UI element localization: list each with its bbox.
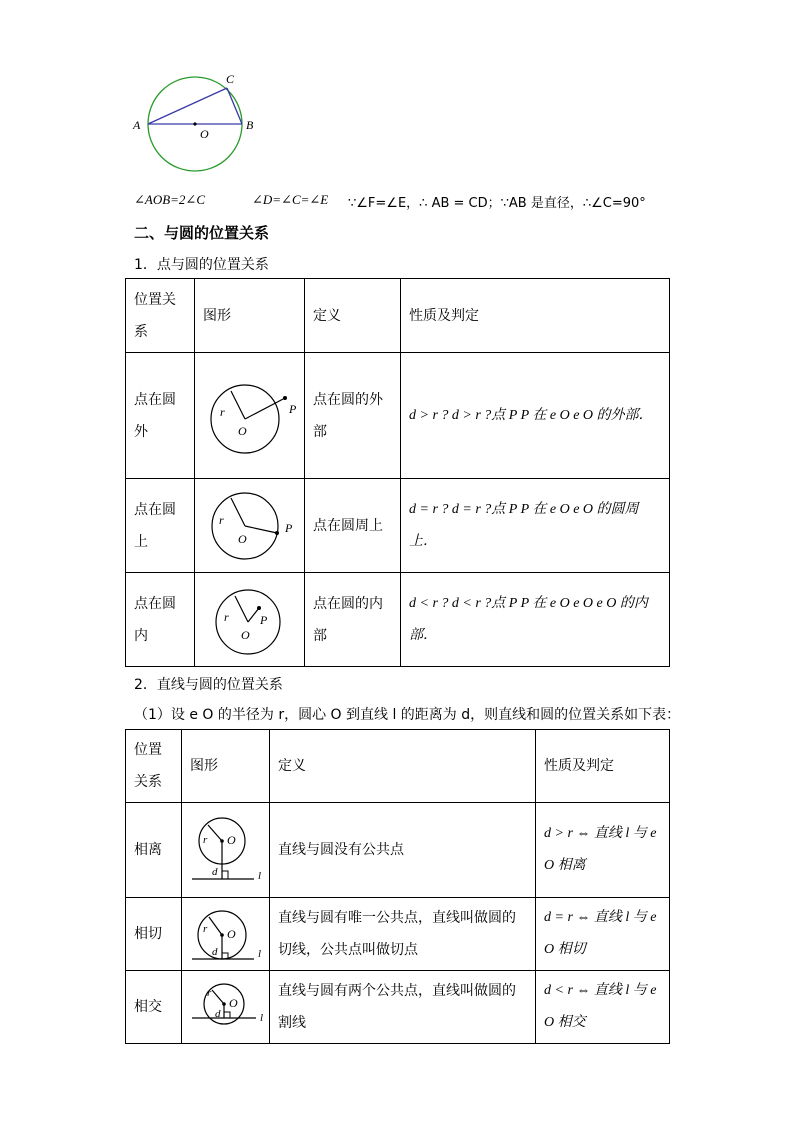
relation-cell: 点在圆内 <box>126 573 195 667</box>
property-cell: d = r ⇔ 直线 l 与 e O 相切 <box>536 898 670 971</box>
relation-cell: 点在圆上 <box>126 479 195 573</box>
property-cell: d > r ? d > r ?点 P P 在 e O e O 的外部． <box>401 353 670 479</box>
figure-cell <box>182 971 270 1044</box>
definition-cell: 点在圆的内部 <box>305 573 401 667</box>
svg-text:r: r <box>224 609 229 624</box>
table-row <box>126 803 670 898</box>
section-title: 二、与圆的位置关系 <box>134 224 270 242</box>
figure-cell <box>195 573 305 667</box>
point-inside-figure <box>203 578 303 662</box>
table-row <box>126 971 670 1044</box>
definition-cell: 点在圆的外部 <box>305 353 401 479</box>
table-row <box>126 479 670 573</box>
definition-cell: 点在圆周上 <box>305 479 401 573</box>
svg-text:d: d <box>212 866 218 878</box>
svg-text:O: O <box>238 423 247 438</box>
svg-text:r: r <box>219 512 224 527</box>
svg-text:l: l <box>258 948 262 960</box>
table-row <box>126 898 670 971</box>
label-a: A <box>133 118 141 132</box>
formula-3: ∵∠F=∠E，∴ AB = CD；∵AB 是直径，∴∠C=90° <box>348 196 646 211</box>
svg-text:d: d <box>215 1008 221 1020</box>
formula-2: ∠D=∠C=∠E <box>252 192 329 207</box>
line-circle-table <box>125 729 670 1044</box>
relation-cell: 相切 <box>126 898 182 971</box>
point-circle-table <box>125 278 670 667</box>
subsection-title-2: 2．直线与圆的位置关系 <box>134 677 283 693</box>
line-intersect-figure <box>190 976 268 1038</box>
svg-text:P: P <box>285 520 293 535</box>
svg-text:O: O <box>229 996 238 1010</box>
svg-text:l: l <box>258 870 262 882</box>
property-cell: d = r ? d = r ?点 P P 在 e O e O 的圆周上． <box>401 479 670 573</box>
svg-text:O: O <box>227 833 236 847</box>
svg-text:O: O <box>241 627 250 642</box>
figure-cell <box>195 479 305 573</box>
definition-cell: 直线与圆有唯一公共点，直线叫做圆的切线，公共点叫做切点 <box>270 898 536 971</box>
definition-cell: 直线与圆没有公共点 <box>270 803 536 898</box>
table-row <box>126 353 670 479</box>
svg-text:O: O <box>238 531 247 546</box>
formula-1: ∠AOB=2∠C <box>134 192 205 207</box>
table-row <box>126 573 670 667</box>
header-figure: 图形 <box>182 730 270 803</box>
header-relation: 位置关系 <box>126 730 182 803</box>
figure-cell <box>182 898 270 971</box>
header-relation: 位置关系 <box>126 279 195 353</box>
figure-cell <box>182 803 270 898</box>
line-separate-figure <box>190 813 266 887</box>
figure-cell <box>195 353 305 479</box>
svg-text:O: O <box>227 927 236 941</box>
relation-cell: 相离 <box>126 803 182 898</box>
header-figure: 图形 <box>195 279 305 353</box>
svg-text:P: P <box>289 401 297 416</box>
svg-text:l: l <box>260 1012 264 1024</box>
header-property: 性质及判定 <box>401 279 670 353</box>
property-cell: d > r ⇔ 直线 l 与 e O 相离 <box>536 803 670 898</box>
label-b: B <box>246 118 254 132</box>
subsection-title-1: 1．点与圆的位置关系 <box>134 257 269 273</box>
relation-cell: 点在圆外 <box>126 353 195 479</box>
relation-cell: 相交 <box>126 971 182 1044</box>
subsection-intro: （1）设 e O 的半径为 r，圆心 O 到直线 l 的距离为 d，则直线和圆的位置关系如下表： <box>134 707 681 723</box>
definition-cell: 直线与圆有两个公共点，直线叫做圆的割线 <box>270 971 536 1044</box>
header-definition: 定义 <box>305 279 401 353</box>
svg-text:P: P <box>260 612 268 627</box>
svg-text:r: r <box>203 834 208 846</box>
property-cell: d < r ⇔ 直线 l 与 e O 相交 <box>536 971 670 1044</box>
header-definition: 定义 <box>270 730 536 803</box>
svg-text:d: d <box>212 946 218 958</box>
line-tangent-figure <box>190 903 266 965</box>
point-outside-figure <box>203 371 303 461</box>
property-cell: d < r ? d < r ?点 P P 在 e O e O e O 的内部． <box>401 573 670 667</box>
point-on-circle-figure <box>203 484 303 568</box>
circle-diameter-figure <box>125 68 265 178</box>
svg-text:r: r <box>207 987 212 999</box>
label-o: O <box>200 127 209 141</box>
svg-text:r: r <box>220 404 225 419</box>
svg-text:r: r <box>203 923 208 935</box>
label-c: C <box>226 72 235 86</box>
header-property: 性质及判定 <box>536 730 670 803</box>
